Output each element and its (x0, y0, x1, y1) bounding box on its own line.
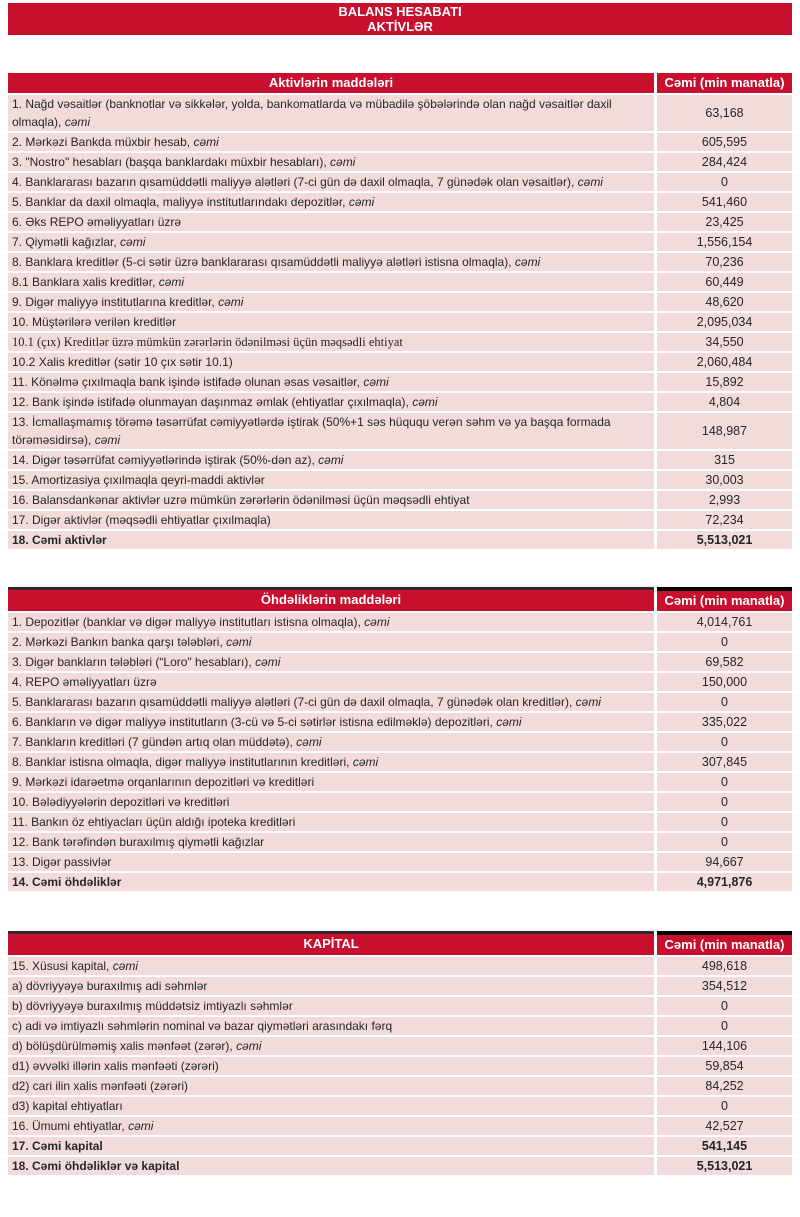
row-value-cell: 2,993 (657, 491, 792, 509)
row-value-cell: 0 (657, 1097, 792, 1115)
row-label-italic-suffix: cəmi (348, 195, 375, 209)
row-label-text: 15. Amortizasiya çıxılmaqla qeyri-maddi aktivlər (12, 473, 265, 487)
row-label-text: 13. Digər passivlər (12, 855, 112, 869)
row-value-cell: 315 (657, 451, 792, 469)
row-value-cell: 150,000 (657, 673, 792, 691)
row-label-italic-suffix: cəmi (94, 433, 121, 447)
row-value-cell: 498,618 (657, 957, 792, 975)
row-label-italic-suffix: cəmi (158, 275, 185, 289)
row-value-cell: 4,971,876 (657, 873, 792, 891)
row-label-cell (8, 1117, 654, 1135)
row-value-cell: 541,460 (657, 193, 792, 211)
row-value-cell: 34,550 (657, 333, 792, 351)
row-value-cell: 541,145 (657, 1137, 792, 1155)
row-label-cell (8, 997, 654, 1015)
row-label-text: 11. Bankın öz ehtiyacları üçün aldığı ipoteka kreditləri (12, 815, 296, 829)
row-label-text: 16. Ümumi ehtiyatlar, cəmi (12, 1119, 154, 1133)
assets-table (8, 73, 792, 549)
row-label-cell (8, 1097, 654, 1115)
table-row (8, 1117, 792, 1135)
row-label-italic-suffix: cəmi (575, 695, 601, 709)
row-label-text: 8.1 Banklara xalis kreditlər, cəmi (12, 275, 185, 289)
table-row (8, 673, 792, 691)
table-row (8, 133, 792, 151)
row-label-cell (8, 95, 654, 131)
table-row (8, 1097, 792, 1115)
row-value-cell: 5,513,021 (657, 531, 792, 549)
row-label-text: 3. "Nostro" hesabları (başqa banklardakı müxbir hesabları), cəmi (12, 155, 356, 169)
row-label-text: 15. Xüsusi kapital, cəmi (12, 959, 139, 973)
row-label-cell (8, 333, 654, 351)
row-label-cell (8, 393, 654, 411)
liabilities-header-items-label: Öhdəliklərin maddələri (8, 587, 654, 611)
row-label-cell (8, 353, 654, 371)
row-label-text: 11. Könəlmə çıxılmaqla bank işində istifadə olunan əsas vəsaitlər, cəmi (12, 375, 389, 389)
row-label-text: 13. İcmallaşmamış törəmə təsərrüfat cəmiyyətlərdə iştirak (50%+1 səs hüququ verən səhm və ya başqa formada törəməsidirsə), cəmi (12, 415, 611, 447)
table-row (8, 173, 792, 191)
table-row (8, 313, 792, 331)
row-label-italic-suffix: cəmi (577, 175, 603, 189)
table-row (8, 1057, 792, 1075)
row-label-text: 7. Bankların kreditləri (7 gündən artıq olan müddətə), cəmi (12, 735, 322, 749)
row-label-cell (8, 653, 654, 671)
capital-table-header (8, 931, 792, 955)
row-label-text: 6. Əks REPO əməliyyatları üzrə (12, 215, 182, 229)
row-label-cell (8, 853, 654, 871)
row-value-cell: 60,449 (657, 273, 792, 291)
row-label-italic-suffix: cəmi (255, 655, 281, 669)
row-value-cell: 70,236 (657, 253, 792, 271)
row-label-cell (8, 173, 654, 191)
row-label-italic-suffix: cəmi (352, 755, 379, 769)
row-label-cell (8, 253, 654, 271)
row-value-cell: 2,060,484 (657, 353, 792, 371)
table-row (8, 1037, 792, 1055)
table-row (8, 693, 792, 711)
row-value-cell: 48,620 (657, 293, 792, 311)
row-label-italic-suffix: cəmi (296, 735, 322, 749)
row-label-italic-suffix: cəmi (226, 635, 252, 649)
row-value-cell: 59,854 (657, 1057, 792, 1075)
row-label-text: 10. Müştərilərə verilən kreditlər (12, 315, 177, 329)
capital-table (8, 931, 792, 1175)
row-value-cell: 4,804 (657, 393, 792, 411)
row-value-cell: 42,527 (657, 1117, 792, 1135)
row-label-italic-suffix: cəmi (236, 1039, 262, 1053)
row-label-cell (8, 957, 654, 975)
row-label-text: 5. Banklararası bazarın qısamüddətli maliyyə alətləri (7-ci gün də daxil olmaqla, 7 günədək olan kreditlər), cəmi (12, 695, 601, 709)
row-value-cell: 354,512 (657, 977, 792, 995)
table-row (8, 977, 792, 995)
row-value-cell: 94,667 (657, 853, 792, 871)
row-label-text: 1. Nağd vəsaitlər (banknotlar və sikkələr, yolda, bankomatlarda və mübadilə şöbələrində olan nağd vəsaitlər daxil olmaqla), cəmi (12, 97, 612, 129)
row-value-cell: 2,095,034 (657, 313, 792, 331)
capital-table-body (8, 957, 792, 1175)
row-label-italic-suffix: cəmi (364, 615, 390, 629)
row-label-cell (8, 833, 654, 851)
table-row (8, 393, 792, 411)
row-value-cell: 0 (657, 773, 792, 791)
table-row (8, 1077, 792, 1095)
row-label-italic-suffix: cəmi (330, 155, 356, 169)
row-label-cell (8, 1157, 654, 1175)
row-value-cell: 605,595 (657, 133, 792, 151)
row-value-cell: 4,014,761 (657, 613, 792, 631)
assets-table-header (8, 73, 792, 93)
row-label-cell (8, 471, 654, 489)
row-label-text: 12. Bank işində istifadə olunmayan daşınmaz əmlak (ehtiyatlar çıxılmaqla), cəmi (12, 395, 438, 409)
liabilities-header-total-label: Cəmi (min manatla) (657, 587, 792, 611)
row-label-text: 2. Mərkəzi Bankda müxbir hesab, cəmi (12, 135, 219, 149)
row-label-text: 6. Bankların və digər maliyyə institutların (3-cü və 5-ci sətirlər istisna edilməklə) depozitləri, cəmi (12, 715, 522, 729)
row-label-text: a) dövriyyəyə buraxılmış adi səhmlər (12, 979, 208, 993)
row-value-cell: 335,022 (657, 713, 792, 731)
table-row (8, 491, 792, 509)
row-label-text: 18. Cəmi aktivlər (12, 533, 107, 547)
table-row (8, 413, 792, 449)
table-row (8, 733, 792, 751)
table-row (8, 511, 792, 529)
row-label-italic-suffix: cəmi (496, 715, 522, 729)
table-row (8, 1157, 792, 1175)
report-title-banner (8, 3, 792, 35)
row-label-text: 14. Digər təsərrüfat cəmiyyətlərində iştirak (50%-dən az), cəmi (12, 453, 344, 467)
liabilities-table (8, 587, 792, 891)
row-value-cell: 307,845 (657, 753, 792, 771)
table-row (8, 997, 792, 1015)
row-label-text: 10.1 (çıx) Kreditlər üzrə mümkün zərərlərin ödənilməsi üçün məqsədli ehtiyat (12, 335, 403, 349)
liabilities-table-header (8, 587, 792, 611)
row-label-cell (8, 793, 654, 811)
row-label-text: 17. Digər aktivlər (məqsədli ehtiyatlar çıxılmaqla) (12, 513, 271, 527)
row-value-cell: 0 (657, 813, 792, 831)
capital-header-total-label: Cəmi (min manatla) (657, 931, 792, 955)
table-row (8, 753, 792, 771)
table-row (8, 873, 792, 891)
row-value-cell: 30,003 (657, 471, 792, 489)
row-value-cell: 84,252 (657, 1077, 792, 1095)
row-label-text: c) adi və imtiyazlı səhmlərin nominal və bazar qiymətləri arasındakı fərq (12, 1019, 393, 1033)
row-value-cell: 0 (657, 633, 792, 651)
row-value-cell: 0 (657, 793, 792, 811)
row-label-text: 8. Banklar istisna olmaqla, digər maliyyə institutlarının kreditləri, cəmi (12, 755, 379, 769)
row-label-cell (8, 153, 654, 171)
row-label-text: 4. Banklararası bazarın qısamüddətli maliyyə alətləri (7-ci gün də daxil olmaqla, 7 günədək olan vəsaitlər), cəmi (12, 175, 603, 189)
row-label-text: 8. Banklara kreditlər (5-ci sətir üzrə banklararası qısamüddətli maliyyə alətləri istisna olmaqla), cəmi (12, 255, 541, 269)
table-row (8, 353, 792, 371)
row-label-text: d) bölüşdürülməmiş xalis mənfəət (zərər), cəmi (12, 1039, 262, 1053)
row-label-italic-suffix: cəmi (112, 959, 139, 973)
table-row (8, 95, 792, 131)
row-label-text: d3) kapital ehtiyatları (12, 1099, 123, 1113)
table-row (8, 293, 792, 311)
row-label-text: 3. Digər bankların tələbləri (“Loro" hesabları), cəmi (12, 655, 281, 669)
row-label-text: 16. Balansdankənar aktivlər uzrə mümkün zərərlərin ödənilməsi üçün məqsədli ehtiyat (12, 493, 470, 507)
row-label-italic-suffix: cəmi (218, 295, 244, 309)
row-label-cell (8, 673, 654, 691)
row-value-cell: 0 (657, 733, 792, 751)
table-row (8, 193, 792, 211)
row-value-cell: 0 (657, 997, 792, 1015)
row-label-text: 14. Cəmi öhdəliklər (12, 875, 122, 889)
row-label-italic-suffix: cəmi (318, 453, 344, 467)
table-row (8, 531, 792, 549)
row-label-cell (8, 133, 654, 151)
row-label-text: 5. Banklar da daxil olmaqla, maliyyə institutlarındakı depozitlər, cəmi (12, 195, 375, 209)
row-label-italic-suffix: cəmi (193, 135, 219, 149)
report-title-line2: AKTİVLƏR (367, 19, 433, 34)
row-value-cell: 144,106 (657, 1037, 792, 1055)
row-label-cell (8, 1037, 654, 1055)
row-label-cell (8, 273, 654, 291)
row-label-text: 10.2 Xalis kreditlər (sətir 10 çıx sətir 10.1) (12, 355, 233, 369)
row-label-cell (8, 693, 654, 711)
row-label-cell (8, 193, 654, 211)
row-value-cell: 0 (657, 1017, 792, 1035)
row-value-cell: 23,425 (657, 213, 792, 231)
row-label-text: d2) cari ilin xalis mənfəəti (zərəri) (12, 1079, 189, 1093)
row-label-cell (8, 873, 654, 891)
row-label-text: 1. Depozitlər (banklar və digər maliyyə institutları istisna olmaqla), cəmi (12, 615, 390, 629)
row-label-cell (8, 451, 654, 469)
row-value-cell: 63,168 (657, 95, 792, 131)
table-row (8, 471, 792, 489)
row-label-cell (8, 313, 654, 331)
table-row (8, 813, 792, 831)
row-label-cell (8, 373, 654, 391)
row-label-italic-suffix: cəmi (363, 375, 389, 389)
table-row (8, 853, 792, 871)
table-row (8, 213, 792, 231)
row-label-cell (8, 1017, 654, 1035)
capital-header-items-label: KAPİTAL (8, 931, 654, 955)
row-label-text: 4. REPO əməliyyatları üzrə (12, 675, 157, 689)
row-label-text: 10. Bələdiyyələrin depozitləri və kreditləri (12, 795, 230, 809)
row-value-cell: 0 (657, 693, 792, 711)
row-value-cell: 5,513,021 (657, 1157, 792, 1175)
row-label-text: d1) əvvəlki illərin xalis mənfəəti (zərəri) (12, 1059, 219, 1073)
row-label-italic-suffix: cəmi (128, 1119, 154, 1133)
row-label-cell (8, 613, 654, 631)
row-value-cell: 148,987 (657, 413, 792, 449)
assets-header-total-label: Cəmi (min manatla) (657, 73, 792, 93)
table-row (8, 1137, 792, 1155)
table-row (8, 633, 792, 651)
table-row (8, 653, 792, 671)
row-label-cell (8, 1137, 654, 1155)
row-value-cell: 69,582 (657, 653, 792, 671)
row-label-cell (8, 491, 654, 509)
row-label-cell (8, 753, 654, 771)
table-row (8, 373, 792, 391)
row-label-cell (8, 233, 654, 251)
row-label-cell (8, 1077, 654, 1095)
row-label-cell (8, 713, 654, 731)
table-row (8, 451, 792, 469)
table-row (8, 233, 792, 251)
row-label-cell (8, 773, 654, 791)
row-label-cell (8, 977, 654, 995)
table-row (8, 273, 792, 291)
row-label-italic-suffix: cəmi (120, 235, 146, 249)
table-row (8, 773, 792, 791)
row-label-text: 12. Bank tərəfindən buraxılmış qiymətli kağızlar (12, 835, 265, 849)
row-label-text: 18. Cəmi öhdəliklər və kapital (12, 1159, 180, 1173)
row-label-cell (8, 733, 654, 751)
row-value-cell: 72,234 (657, 511, 792, 529)
row-label-text: 9. Mərkəzi idarəetmə orqanlarının depozitləri və kreditləri (12, 775, 315, 789)
table-row (8, 793, 792, 811)
row-label-text: b) dövriyyəyə buraxılmış müddətsiz imtiyazlı səhmlər (12, 999, 293, 1013)
table-row (8, 833, 792, 851)
row-label-text: 9. Digər maliyyə institutlarına kreditlər, cəmi (12, 295, 244, 309)
row-label-cell (8, 511, 654, 529)
row-label-cell (8, 293, 654, 311)
table-row (8, 957, 792, 975)
table-row (8, 713, 792, 731)
row-label-cell (8, 531, 654, 549)
table-row (8, 153, 792, 171)
row-value-cell: 0 (657, 173, 792, 191)
row-value-cell: 1,556,154 (657, 233, 792, 251)
table-row (8, 1017, 792, 1035)
row-label-cell (8, 413, 654, 449)
report-title-line1: BALANS HESABATI (338, 4, 462, 19)
row-value-cell: 284,424 (657, 153, 792, 171)
row-label-italic-suffix: cəmi (64, 115, 91, 129)
row-label-italic-suffix: cəmi (412, 395, 438, 409)
liabilities-table-body (8, 613, 792, 891)
row-label-cell (8, 1057, 654, 1075)
row-value-cell: 15,892 (657, 373, 792, 391)
row-value-cell: 0 (657, 833, 792, 851)
table-row (8, 333, 792, 351)
table-row (8, 253, 792, 271)
row-label-text: 17. Cəmi kapital (12, 1139, 103, 1153)
assets-header-items-label: Aktivlərin maddələri (8, 73, 654, 93)
row-label-cell (8, 813, 654, 831)
row-label-text: 7. Qiymətli kağızlar, cəmi (12, 235, 146, 249)
row-label-cell (8, 213, 654, 231)
row-label-cell (8, 633, 654, 651)
row-label-italic-suffix: cəmi (514, 255, 541, 269)
table-row (8, 613, 792, 631)
assets-table-body (8, 95, 792, 549)
row-label-text: 2. Mərkəzi Bankın banka qarşı tələbləri, cəmi (12, 635, 252, 649)
